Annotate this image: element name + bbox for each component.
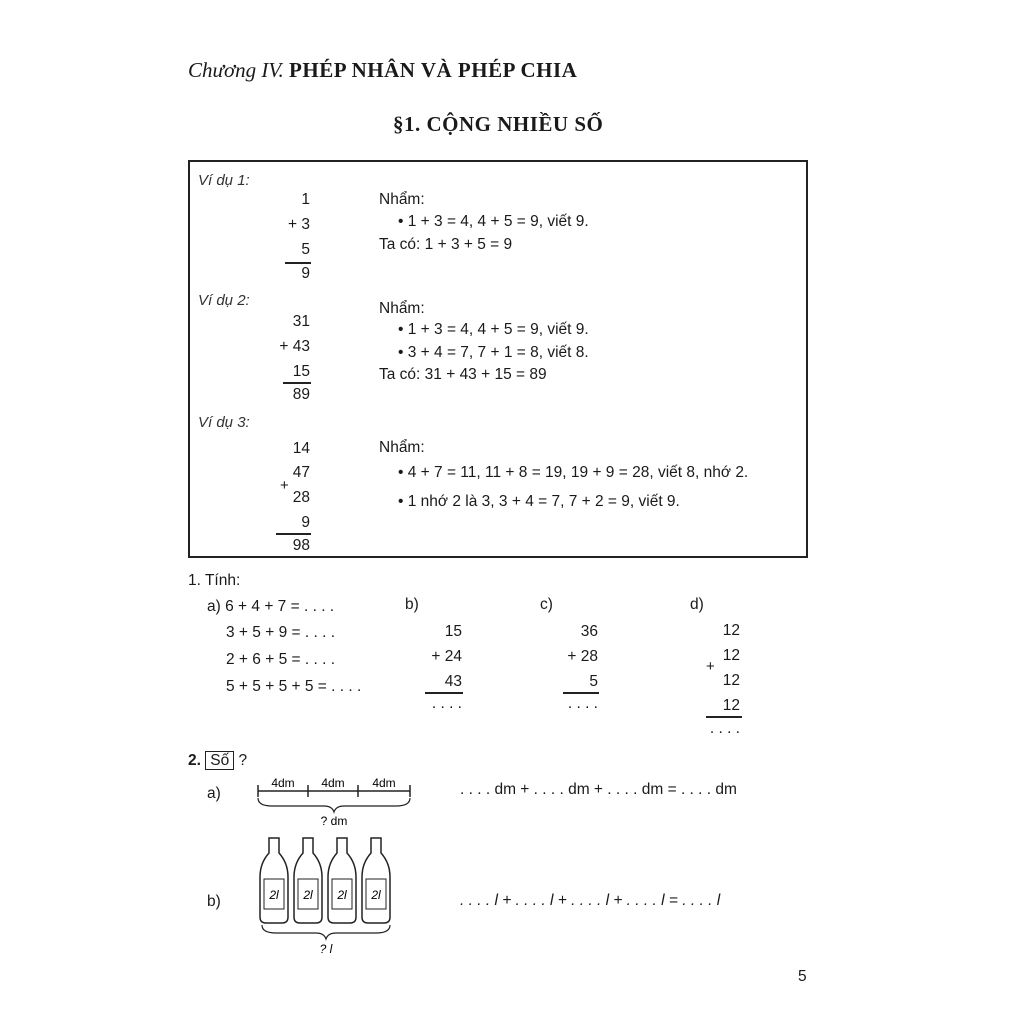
example-2-step: • 1 + 3 = 4, 4 + 5 = 9, viết 9. bbox=[398, 321, 589, 338]
example-1-label: Ví dụ 1: bbox=[198, 172, 250, 189]
segment-label: 4dm bbox=[321, 776, 345, 790]
brace-icon bbox=[262, 925, 390, 939]
segment-label: 4dm bbox=[271, 776, 295, 790]
exercise-1b-addend: 43 bbox=[444, 673, 462, 690]
example-2-mental-label: Nhẩm: bbox=[379, 300, 425, 317]
example-3-addend: 14 bbox=[292, 440, 310, 457]
example-1-mental-label: Nhẩm: bbox=[379, 191, 425, 208]
exercise-1c-addend: 5 bbox=[589, 673, 598, 690]
exercise-1d-addend: 12 bbox=[722, 697, 740, 714]
bottle-label: 2l bbox=[371, 888, 381, 902]
bottle-icon bbox=[328, 838, 356, 923]
bottle-icon bbox=[260, 838, 288, 923]
exercise-2b-label: b) bbox=[207, 893, 221, 910]
example-3-label: Ví dụ 3: bbox=[198, 414, 250, 431]
sum-line bbox=[285, 262, 311, 264]
total-volume-label: ? l bbox=[319, 942, 333, 956]
sum-line bbox=[283, 382, 311, 384]
example-1-addend: + 3 bbox=[288, 216, 310, 233]
example-3-addend: 28 bbox=[292, 489, 310, 506]
example-2-result: 89 bbox=[292, 386, 310, 403]
sum-line bbox=[563, 692, 599, 694]
bottle-label: 2l bbox=[337, 888, 347, 902]
brace-icon bbox=[258, 798, 410, 812]
example-1-addend: 1 bbox=[301, 191, 310, 208]
exercise-1a-item: 5 + 5 + 5 + 5 = . . . . bbox=[226, 678, 362, 695]
example-2-label: Ví dụ 2: bbox=[198, 292, 250, 309]
exercise-2-title: 2. Số ? bbox=[188, 752, 248, 769]
sum-line bbox=[425, 692, 463, 694]
example-3-mental-label: Nhẩm: bbox=[379, 439, 425, 456]
example-2-conclusion: Ta có: 31 + 43 + 15 = 89 bbox=[379, 366, 547, 383]
bottles-diagram bbox=[256, 835, 398, 957]
number-box: Số bbox=[205, 751, 234, 770]
page-number: 5 bbox=[798, 968, 807, 985]
exercise-1d-addend: 12 bbox=[722, 622, 740, 639]
exercise-1a-item: 2 + 6 + 5 = . . . . bbox=[226, 651, 335, 668]
example-1-step: • 1 + 3 = 4, 4 + 5 = 9, viết 9. bbox=[398, 213, 589, 230]
example-2-addend: + 43 bbox=[279, 338, 310, 355]
chapter-prefix: Chương IV. bbox=[188, 58, 284, 82]
example-1-result: 9 bbox=[301, 265, 310, 282]
exercise-1b-label: b) bbox=[405, 596, 419, 613]
bottle-label: 2l bbox=[269, 888, 279, 902]
total-length-label: ? dm bbox=[320, 814, 348, 828]
exercise-1-title: 1. Tính: bbox=[188, 572, 241, 589]
example-3-step: • 4 + 7 = 11, 11 + 8 = 19, 19 + 9 = 28, viết 8, nhớ 2. bbox=[398, 464, 749, 481]
example-3-step: • 1 nhớ 2 là 3, 3 + 4 = 7, 7 + 2 = 9, viết 9. bbox=[398, 493, 680, 510]
exercise-2a-label: a) bbox=[207, 785, 221, 802]
segment-diagram bbox=[252, 772, 420, 828]
exercise-2a-equation: . . . . dm + . . . . dm + . . . . dm = . . . . dm bbox=[460, 781, 737, 798]
exercise-1d-answer: . . . . bbox=[709, 720, 740, 737]
exercise-1d-addend: 12 bbox=[722, 672, 740, 689]
sum-line bbox=[706, 716, 742, 718]
example-1-addend: 5 bbox=[301, 241, 310, 258]
example-2-addend: 15 bbox=[292, 363, 310, 380]
exercise-1a-item: 3 + 5 + 9 = . . . . bbox=[226, 624, 335, 641]
example-3-addend: 9 bbox=[301, 514, 310, 531]
exercise-1a-item: 6 + 4 + 7 = . . . . bbox=[225, 598, 335, 615]
bottle-label: 2l bbox=[303, 888, 313, 902]
exercise-1b-addend: 15 bbox=[444, 623, 462, 640]
example-3-addend: 47 bbox=[292, 464, 310, 481]
sum-line bbox=[276, 533, 311, 535]
section-title: §1. CỘNG NHIỀU SỐ bbox=[393, 112, 604, 136]
exercise-1d-label: d) bbox=[690, 596, 704, 613]
example-3-result: 98 bbox=[292, 537, 310, 554]
bottle-icon bbox=[362, 838, 390, 923]
exercise-1a-label: a) 6 + 4 + 7 = . . . . bbox=[207, 598, 335, 615]
exercise-1d-addend: 12 bbox=[722, 647, 740, 664]
exercise-1c-label: c) bbox=[540, 596, 553, 613]
chapter-title: PHÉP NHÂN VÀ PHÉP CHIA bbox=[289, 58, 578, 82]
exercise-1c-addend: + 28 bbox=[567, 648, 598, 665]
exercise-2b-equation: . . . . l + . . . . l + . . . . l + . . . . l = . . . . l bbox=[460, 892, 721, 909]
example-2-step: • 3 + 4 = 7, 7 + 1 = 8, viết 8. bbox=[398, 344, 589, 361]
chapter-heading bbox=[188, 58, 577, 83]
exercise-1c-answer: . . . . bbox=[567, 695, 598, 712]
plus-sign: + bbox=[706, 658, 715, 675]
plus-sign: + bbox=[280, 477, 289, 494]
bottle-icon bbox=[294, 838, 322, 923]
segment-label: 4dm bbox=[372, 776, 396, 790]
example-1-conclusion: Ta có: 1 + 3 + 5 = 9 bbox=[379, 236, 513, 253]
exercise-1b-addend: + 24 bbox=[431, 648, 462, 665]
example-2-addend: 31 bbox=[292, 313, 310, 330]
exercise-1c-addend: 36 bbox=[580, 623, 598, 640]
exercise-1b-answer: . . . . bbox=[431, 695, 462, 712]
